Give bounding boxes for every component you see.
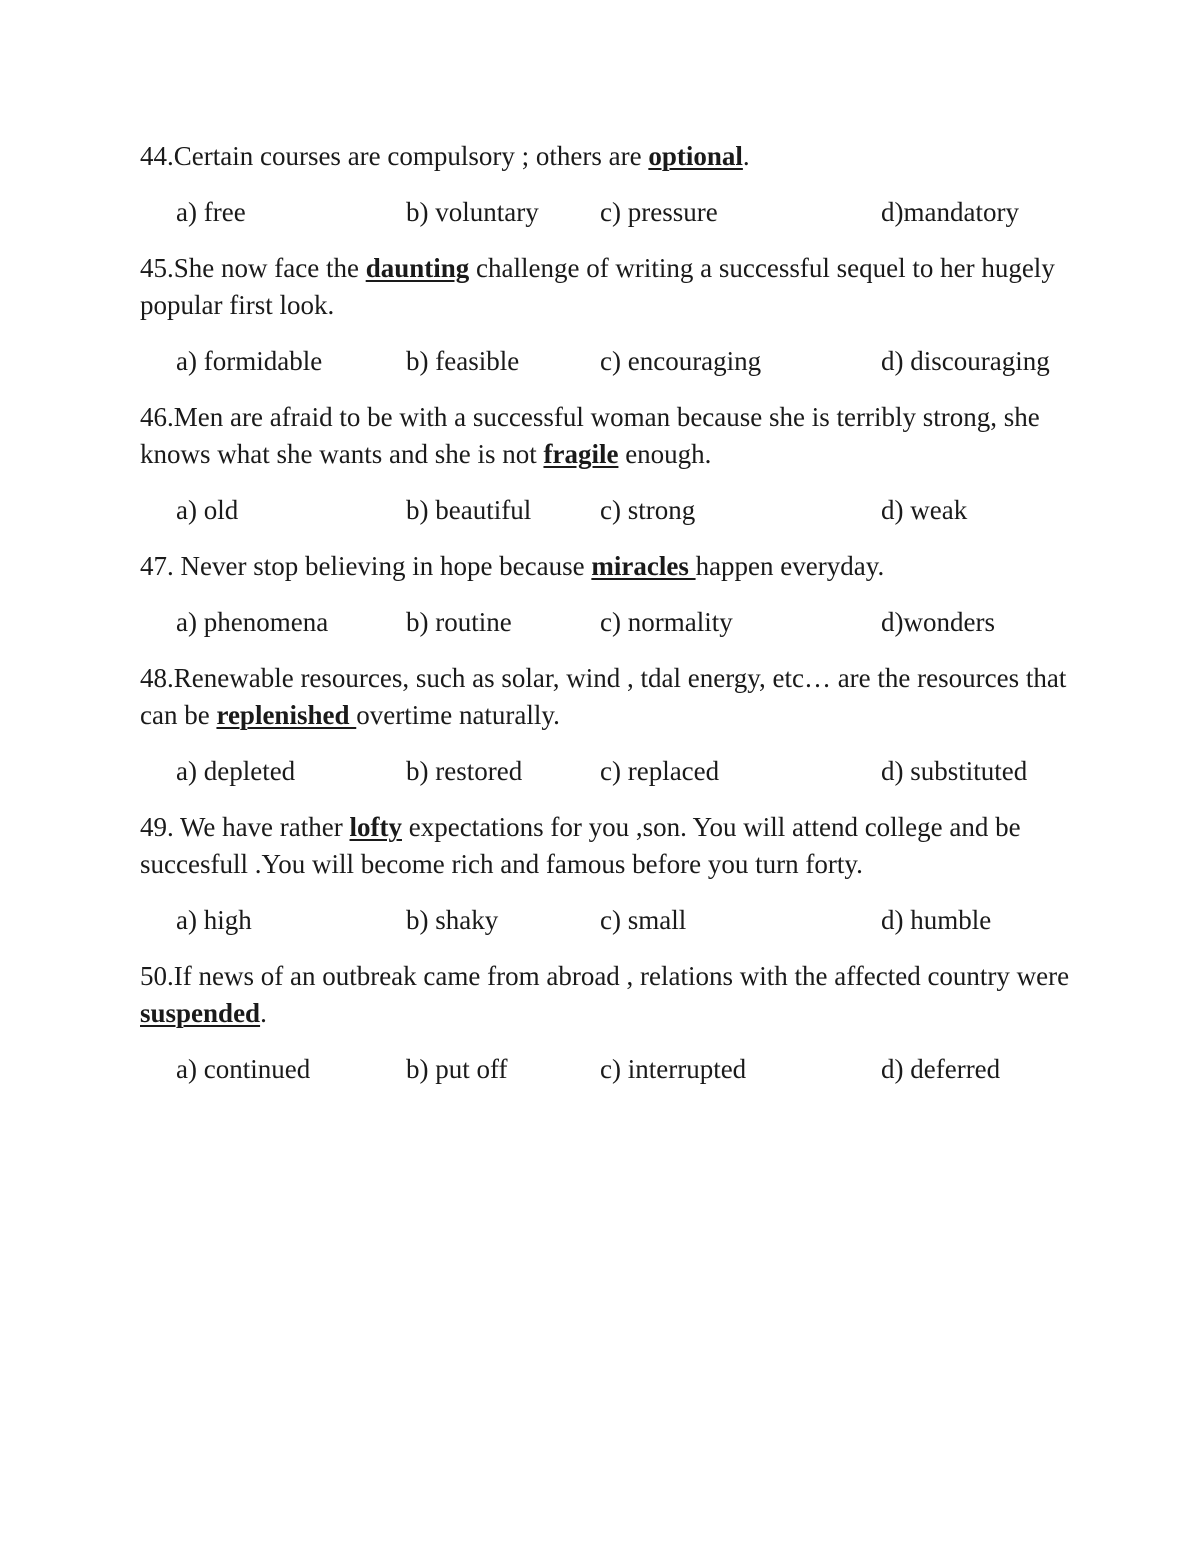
option-c[interactable]: c) pressure bbox=[600, 197, 718, 227]
option-a[interactable]: a) depleted bbox=[176, 756, 296, 786]
answer-options bbox=[140, 902, 1100, 939]
option-b[interactable]: b) put off bbox=[406, 1054, 508, 1084]
option-d[interactable]: d)mandatory bbox=[881, 197, 1019, 227]
question-keyword: suspended bbox=[140, 998, 261, 1028]
answer-options bbox=[140, 753, 1100, 790]
answer-options bbox=[140, 604, 1100, 641]
question-block bbox=[140, 138, 1100, 231]
question-block bbox=[140, 809, 1100, 939]
option-c[interactable]: c) strong bbox=[600, 495, 696, 525]
option-a[interactable]: a) phenomena bbox=[176, 607, 329, 637]
option-a[interactable]: a) continued bbox=[176, 1054, 311, 1084]
question-text: 44.Certain courses are compulsory ; others are optional. bbox=[140, 141, 750, 171]
option-a[interactable]: a) free bbox=[176, 197, 246, 227]
option-d[interactable]: d) substituted bbox=[881, 756, 1028, 786]
question-block bbox=[140, 250, 1100, 380]
question-keyword: fragile bbox=[543, 439, 619, 469]
option-c[interactable]: c) encouraging bbox=[600, 346, 762, 376]
answer-options bbox=[140, 194, 1100, 231]
option-d[interactable]: d) deferred bbox=[881, 1054, 1001, 1084]
quiz-page bbox=[140, 138, 1100, 1107]
question-keyword: optional bbox=[648, 141, 743, 171]
option-c[interactable]: c) interrupted bbox=[600, 1054, 747, 1084]
question-text: 46.Men are afraid to be with a successful woman because she is terribly strong, she knows what she wants and she is not fragile enough. bbox=[140, 402, 1040, 469]
option-b[interactable]: b) shaky bbox=[406, 905, 499, 935]
option-a[interactable]: a) high bbox=[176, 905, 252, 935]
answer-options bbox=[140, 1051, 1100, 1088]
option-a[interactable]: a) formidable bbox=[176, 346, 323, 376]
option-d[interactable]: d) weak bbox=[881, 495, 968, 525]
option-c[interactable]: c) normality bbox=[600, 607, 733, 637]
question-text: 47. Never stop believing in hope because miracles happen everyday. bbox=[140, 551, 885, 581]
question-block bbox=[140, 660, 1100, 790]
answer-options bbox=[140, 343, 1100, 380]
question-keyword: daunting bbox=[365, 253, 470, 283]
option-b[interactable]: b) feasible bbox=[406, 346, 520, 376]
question-block bbox=[140, 958, 1100, 1088]
question-text: 49. We have rather lofty expectations for you ,son. You will attend college and be succesfull .You will become rich and famous before you turn forty. bbox=[140, 812, 1021, 879]
question-keyword: replenished bbox=[216, 700, 357, 730]
option-b[interactable]: b) voluntary bbox=[406, 197, 539, 227]
option-b[interactable]: b) beautiful bbox=[406, 495, 532, 525]
option-d[interactable]: d)wonders bbox=[881, 607, 995, 637]
question-block bbox=[140, 548, 1100, 641]
question-keyword: lofty bbox=[349, 812, 402, 842]
option-b[interactable]: b) routine bbox=[406, 607, 512, 637]
option-c[interactable]: c) replaced bbox=[600, 756, 720, 786]
option-d[interactable]: d) humble bbox=[881, 905, 992, 935]
option-b[interactable]: b) restored bbox=[406, 756, 523, 786]
question-text: 45.She now face the daunting challenge of writing a successful sequel to her hugely popular first look. bbox=[140, 253, 1055, 320]
option-c[interactable]: c) small bbox=[600, 905, 687, 935]
option-d[interactable]: d) discouraging bbox=[881, 346, 1050, 376]
question-text: 50.If news of an outbreak came from abroad , relations with the affected country were suspended. bbox=[140, 961, 1070, 1028]
question-keyword: miracles bbox=[591, 551, 696, 581]
answer-options bbox=[140, 492, 1100, 529]
question-text: 48.Renewable resources, such as solar, wind , tdal energy, etc… are the resources that can be replenished overtime naturally. bbox=[140, 663, 1067, 730]
option-a[interactable]: a) old bbox=[176, 495, 239, 525]
question-block bbox=[140, 399, 1100, 529]
